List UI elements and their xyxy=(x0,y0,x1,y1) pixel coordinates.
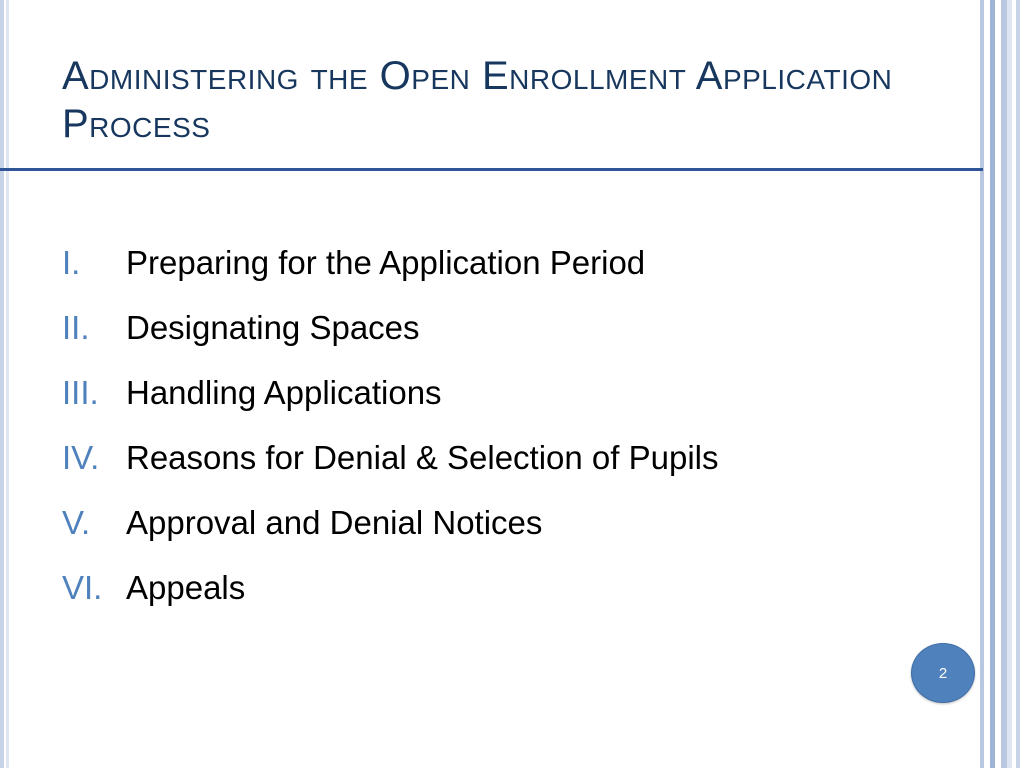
agenda-text: Approval and Denial Notices xyxy=(126,504,543,541)
agenda-item xyxy=(62,561,719,626)
agenda-numeral: I. xyxy=(62,244,81,281)
agenda-item xyxy=(62,301,719,366)
slide-title: Administering the Open Enrollment Application Process xyxy=(62,54,893,146)
agenda-numeral: IV. xyxy=(62,439,100,476)
agenda-text: Designating Spaces xyxy=(126,309,420,346)
agenda-text: Preparing for the Application Period xyxy=(126,244,646,281)
agenda-item xyxy=(62,431,719,496)
left-border-decoration xyxy=(0,0,12,768)
agenda-numeral: II. xyxy=(62,309,90,346)
agenda-numeral: VI. xyxy=(62,569,103,606)
title-divider xyxy=(0,168,983,171)
page-number-badge: 2 xyxy=(911,643,975,703)
agenda-text: Handling Applications xyxy=(126,374,442,411)
agenda-numeral: V. xyxy=(62,504,91,541)
right-border-decoration xyxy=(976,0,1024,768)
agenda-numeral: III. xyxy=(62,374,99,411)
agenda-item xyxy=(62,366,719,431)
agenda-text: Reasons for Denial & Selection of Pupils xyxy=(126,439,719,476)
agenda-item xyxy=(62,236,719,301)
agenda-item xyxy=(62,496,719,561)
agenda-list xyxy=(62,236,719,626)
agenda-text: Appeals xyxy=(126,569,246,606)
